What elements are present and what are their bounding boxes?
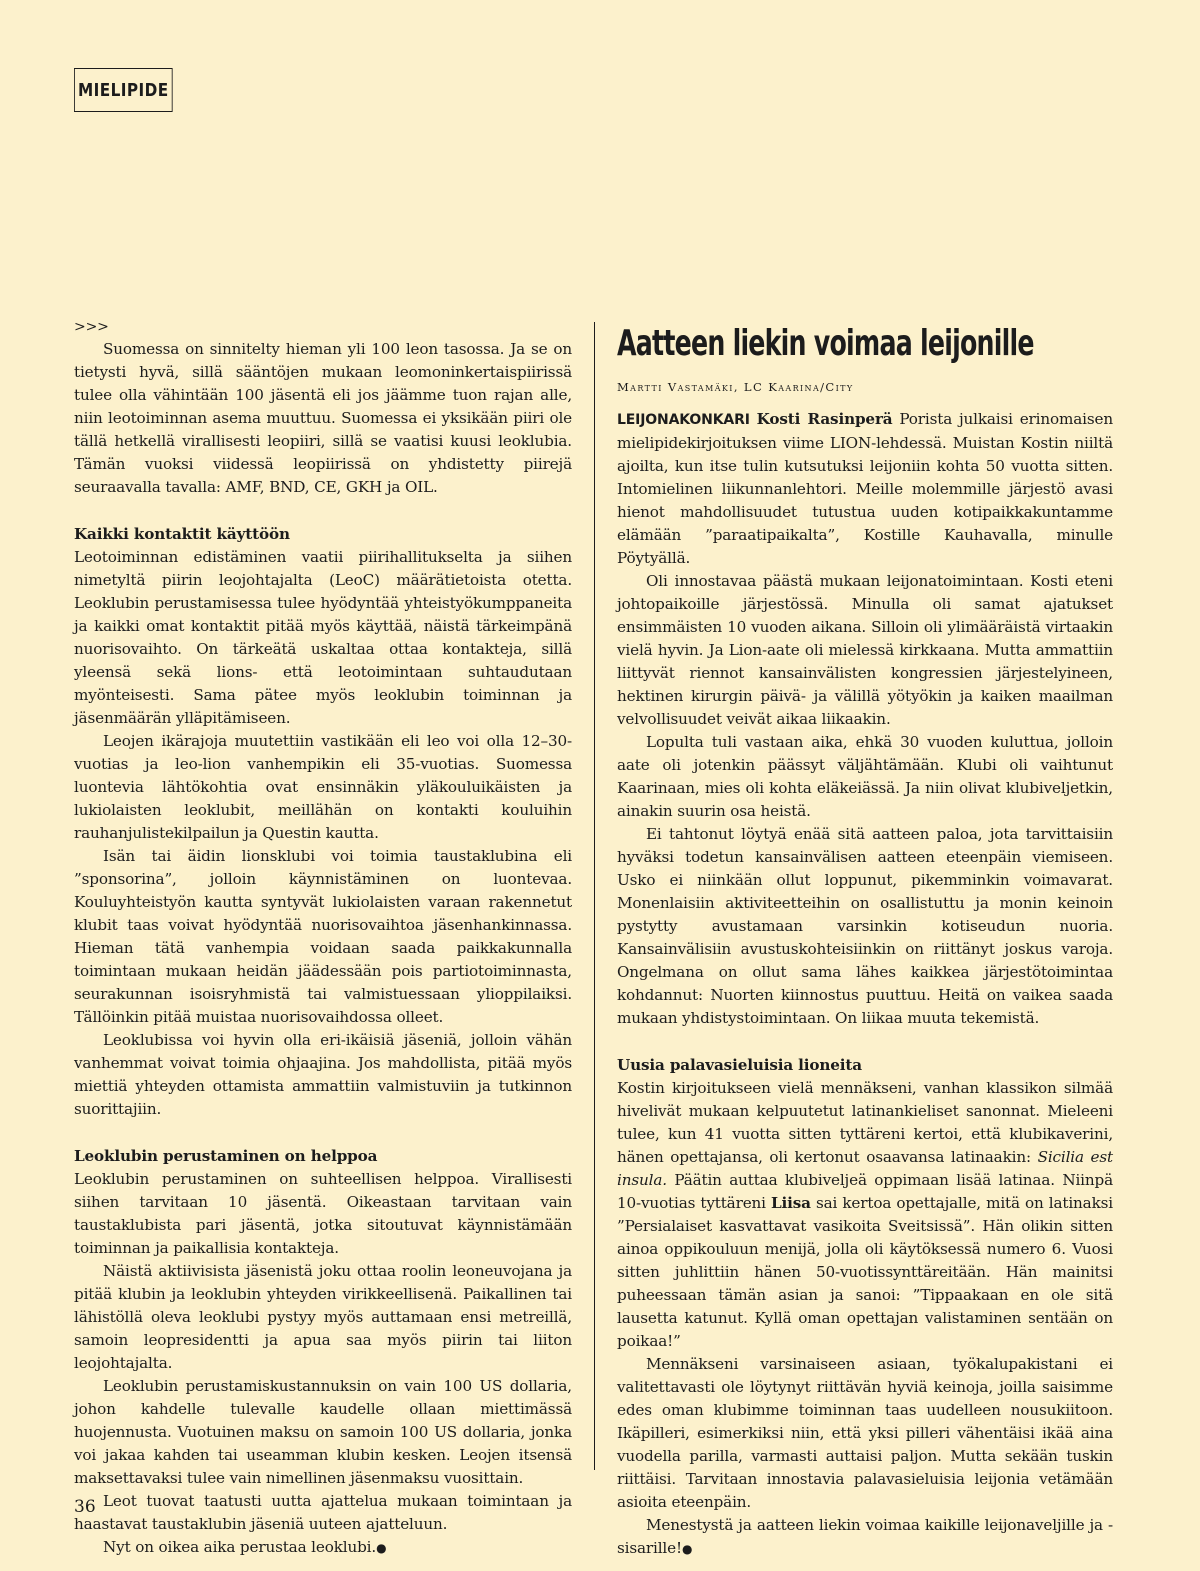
paragraph: Leojen ikärajoja muutettiin vastikään eli leo voi olla 12–30-vuotias ja leo-lion vanhempikin eli 35-vuotias. Suomessa luontevia lähtökohtia ovat ensinnäkin yläkouluikäisten ja lukiolaisten leoklubit, meillähän on kontakti kouluihin rauhanjulistekilpailun ja Questin kautta. <box>74 732 572 842</box>
subheading: Leoklubin perustaminen on helppoa <box>74 1147 378 1165</box>
subheading: Kaikki kontaktit käyttöön <box>74 525 290 543</box>
paragraph-text: Päätin auttaa klubiveljeä oppimaan lisää latinaa. Niinpä 10-vuotias tyttäreni <box>617 1171 1113 1212</box>
end-mark-icon: ● <box>376 1541 387 1555</box>
paragraph: Isän tai äidin lionsklubi voi toimia taustaklubina eli ”sponsorina”, jolloin käynnistäminen on luontevaa. Kouluyhteistyön kautta syntyvät lukiolaisten varaan rakennetut klubit taas voivat hyödyntää nuorisovaihtoa jäsenhankinnassa. Hieman tätä vanhempia voidaan saada paikkakunnalla toimintaan mukaan heidän jäädessään pois partiotoiminnasta, seurakunnan isoisryhmistä tai valmistuessaan ylioppilaiksi. Tällöinkin pitää muistaa nuorisovaihdossa olleet. <box>74 847 572 1026</box>
section-tag: MIELIPIDE <box>74 68 173 112</box>
continuation-mark: >>> <box>74 319 109 335</box>
paragraph: Leoklubin perustaminen on suhteellisen helppoa. Virallisesti siihen tarvitaan 10 jäsentä. Oikeastaan tarvitaan vain taustaklubista pari jäsentä, jotka sitoutuvat käynnistämään toiminnan ja paikallisia kontakteja. <box>74 1170 572 1257</box>
paragraph: Leot tuovat taatusti uutta ajattelua mukaan toimintaan ja haastavat taustaklubin jäseniä uuteen ajatteluun. <box>74 1492 572 1533</box>
paragraph: Leoklubissa voi hyvin olla eri-ikäisiä jäseniä, jolloin vähän vanhemmat voivat toimia ohjaajina. Jos mahdollista, pitää myös miettiä yhteyden ottamista ammattiin valmistuviin ja tutkinnon suorittajiin. <box>74 1031 572 1118</box>
paragraph-final <box>617 1514 1113 1561</box>
paragraph-text: Menestystä ja aatteen liekin voimaa kaikille leijonaveljille ja -sisarille! <box>617 1516 1113 1557</box>
paragraph: Oli innostavaa päästä mukaan leijonatoimintaan. Kosti eteni johtopaikoille järjestössä. Minulla oli samat ajatukset ensimmäisten 10 vuoden aikana. Silloin oli ylimääräistä virtaakin vielä hyvin. Ja Lion-aate oli mielessä kirkkaana. Mutta ammattiin liittyvät riennot kansainvälisten kongressien järjestelyineen, hektinen kirurgin päivä- ja välillä yötyökin ja kaiken maailman velvollisuudet veivät aikaa liikaakin. <box>617 572 1113 728</box>
latin-phrase: Sicilia est insula. <box>617 1148 1113 1189</box>
person-name: Liisa <box>771 1194 811 1212</box>
paragraph-final <box>74 1536 572 1560</box>
paragraph-text: Kostin kirjoitukseen vielä mennäkseni, vanhan klassikon silmää hivelivät mukaan kelpuutetut latinankieliset sanonnat. Mieleeni tulee, kun 41 vuotta sitten tyttäreni kertoi, että klubikaverini, hänen opettajansa, oli kertonut osaavansa latinaakin: <box>617 1079 1113 1166</box>
paragraph: Ei tahtonut löytyä enää sitä aatteen paloa, jota tarvittaisiin hyväksi todetun kansainvälisen aatteen eteenpäin viemiseen. Usko ei niinkään ollut loppunut, pikemminkin voimavarat. Monenlaisiin aktiviteetteihin on osallistuttu ja monin keinoin pystytty avustamaan varsinkin kotiseudun nuoria. Kansainvälisiin avustuskohteisiinkin on riittänyt joskus varoja. Ongelmana on ollut sama lähes kaikkea järjestötoimintaa kohdannut: Nuorten kiinnostus puuttuu. Heitä on vaikea saada mukaan yhdistystoimintaan. On liikaa muuta tekemistä. <box>617 825 1113 1027</box>
subheading: Uusia palavasieluisia lioneita <box>617 1056 862 1074</box>
lead-word: LEIJONAKONKARI <box>617 412 750 428</box>
lead-paragraph <box>617 408 1113 570</box>
paragraph: Suomessa on sinnitelty hieman yli 100 leon tasossa. Ja se on tietysti hyvä, sillä sääntöjen mukaan leomoninkertaispiirissä tulee olla vähintään 100 jäsentä eli jos jäämme tuon rajan alle, niin leotoiminnan asema muuttuu. Suomessa ei yksikään piiri ole tällä hetkellä virallisesti leopiiri, sillä se vaatisi kuusi leoklubia. Tämän vuoksi viidessä leopiirissä on yhdistetty piirejä seuraavalla tavalla: AMF, BND, CE, GKH ja OIL. <box>74 340 572 496</box>
paragraph: Näistä aktiivisista jäsenistä joku ottaa roolin leoneuvojana ja pitää klubin ja leoklubin yhteyden virikkeellisenä. Paikallinen tai lähistöllä oleva leoklubi pystyy myös auttamaan ensi metreillä, samoin leopresidentti ja apua saa myös piirin tai liiton leojohtajalta. <box>74 1262 572 1372</box>
paragraph-text: Porista julkaisi erinomaisen mielipidekirjoituksen viime LION-lehdessä. Muistan Kostin niiltä ajoilta, kun itse tulin kutsutuksi leijoniin kohta 50 vuotta sitten. Intomielinen liikunnanlehtori. Meille molemmille järjestö avasi hienot mahdollisuudet tutustua uuden kotipaikkakuntamme elämään ”paraatipaikalta”, Kostille Kauhavalla, minulle Pöytyällä. <box>617 410 1113 567</box>
article-headline: Aatteen liekin voimaa leijonille <box>617 323 1034 364</box>
paragraph <box>617 1077 1113 1353</box>
person-name: Kosti Rasinperä <box>756 410 893 428</box>
byline: Martti Vastamäki, LC Kaarina/City <box>617 380 854 394</box>
right-column <box>617 322 1113 1561</box>
page-number: 36 <box>74 1497 96 1517</box>
paragraph: Leotoiminnan edistäminen vaatii piirihallitukselta ja siihen nimetyltä piirin leojohtajalta (LeoC) määrätietoista otetta. Leoklubin perustamisessa tulee hyödyntää yhteistyökumppaneita ja kaikki omat kontaktit pitää myös käyttää, näistä tärkeimpänä nuorisovaihto. On tärkeätä uskaltaa ottaa kontakteja, sillä yleensä sekä lions- että leotoimintaan suhtaudutaan myönteisesti. Sama pätee myös leoklubin toiminnan ja jäsenmäärän ylläpitämiseen. <box>74 548 572 727</box>
paragraph-text: Nyt on oikea aika perustaa leoklubi. <box>103 1538 377 1556</box>
paragraph: Lopulta tuli vastaan aika, ehkä 30 vuoden kuluttua, jolloin aate oli jotenkin päässyt väljähtämään. Klubi oli vaihtunut Kaarinaan, mies oli kohta eläkeiässä. Ja niin olivat klubiveljetkin, ainakin suurin osa heistä. <box>617 733 1113 820</box>
paragraph: Leoklubin perustamiskustannuksin on vain 100 US dollaria, johon kahdelle tulevalle kaudelle ollaan miettimässä huojennusta. Vuotuinen maksu on samoin 100 US dollaria, jonka voi jakaa kahden tai useamman klubin kesken. Leojen itsensä maksettavaksi tulee vain nimellinen jäsenmaksu vuosittain. <box>74 1377 572 1487</box>
paragraph: Mennäkseni varsinaiseen asiaan, työkalupakistani ei valitettavasti ole löytynyt riittävän hyviä keinoja, joilla saisimme edes oman klubimme toiminnan taas uudelleen nousukiitoon. Ikäpilleri, esimerkiksi niin, että yksi pilleri vähentäisi ikää aina vuodella parilla, varmasti auttaisi paljon. Mutta sekään tuskin riittäisi. Tarvitaan innostavia palavasieluisia leijonia vetämään asioita eteenpäin. <box>617 1355 1113 1511</box>
left-column <box>74 316 572 1560</box>
column-divider <box>594 322 595 1470</box>
end-mark-icon: ● <box>681 1542 693 1556</box>
paragraph-text: sai kertoa opettajalle, mitä on latinaksi ”Persialaiset kasvattavat vasikoita Sveitsissä”. Hän olikin sitten ainoa oppikouluun menijä, jolla oli käytöksessä numero 6. Vuosi sitten juhlittiin hänen 50-vuotissynttäreitään. Hän mainitsi puheessaan tämän asian ja sanoi: ”Tippaakaan en ole sitä lausetta katunut. Kyllä oman opettajan valistaminen sentään on poikaa!” <box>617 1194 1113 1350</box>
